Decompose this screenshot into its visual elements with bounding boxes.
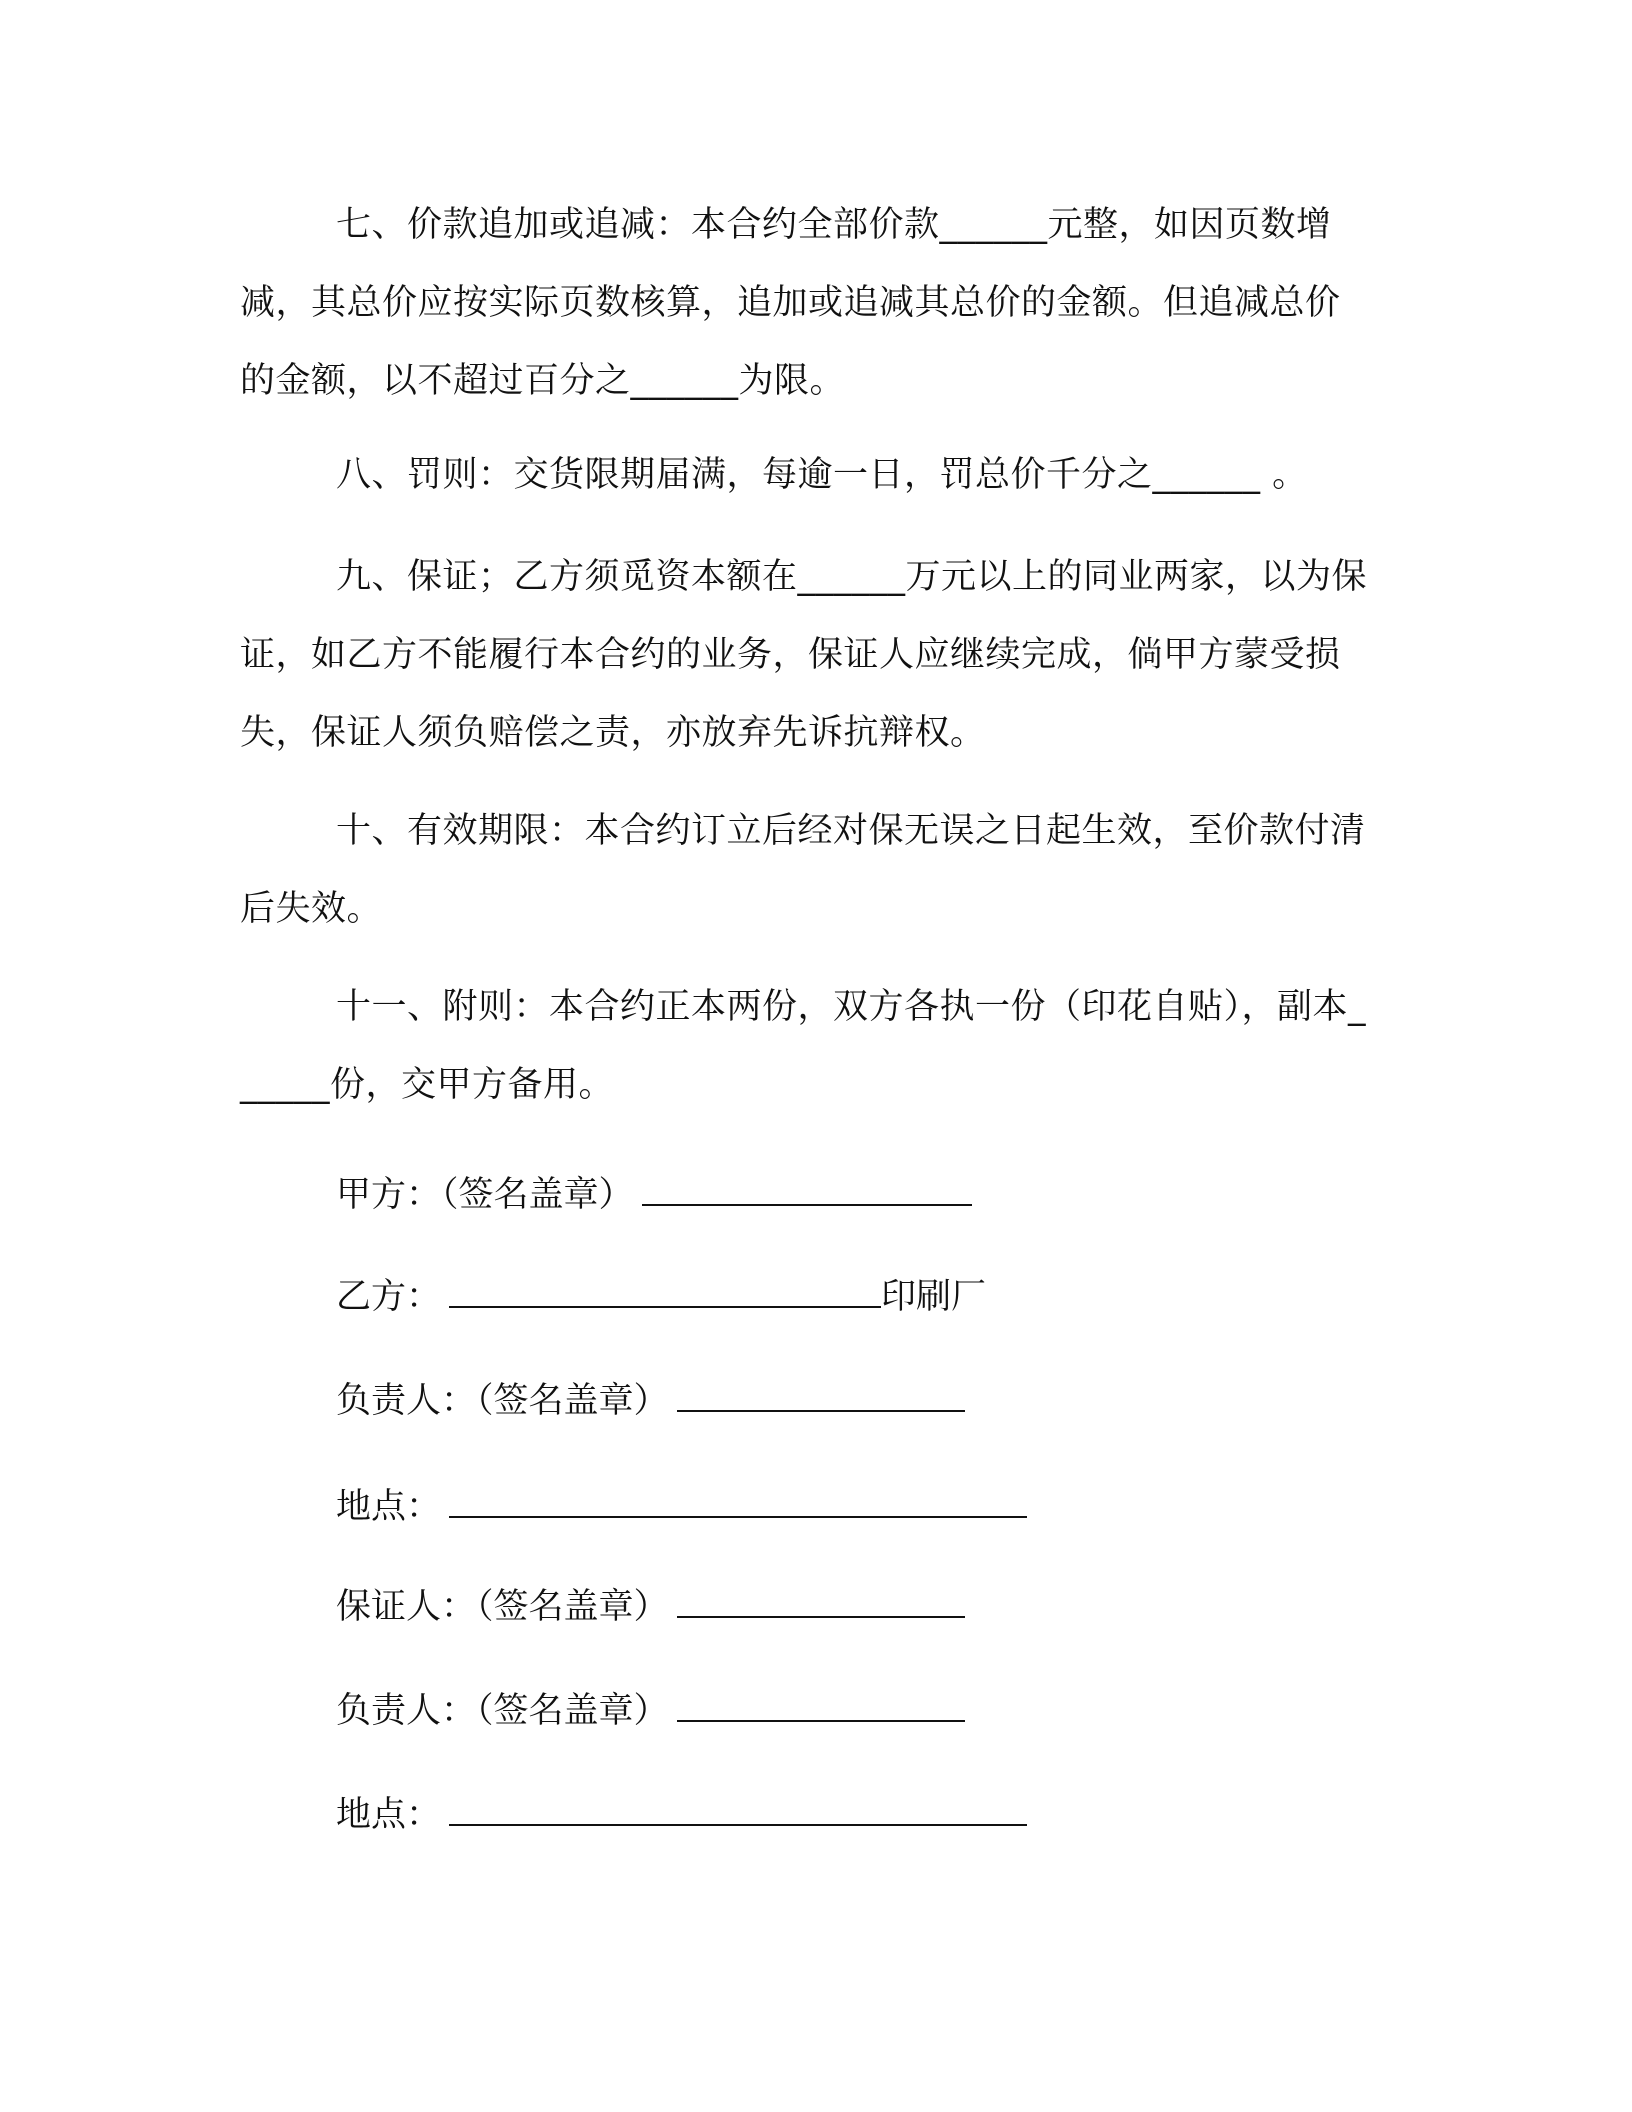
guarantor-rep-line — [677, 1684, 965, 1722]
clause-seven: 七、价款追加或追减：本合约全部价款______元整，如因页数增减，其总价应按实际页数核算，追加或追减其总价的金额。但追减总价的金额，以不超过百分之______为限。 — [240, 205, 1341, 401]
party-b-location-line — [449, 1480, 1027, 1518]
clause-nine: 九、保证；乙方须觅资本额在______万元以上的同业两家，以为保证，如乙方不能履行本合约的业务，保证人应继续完成，倘甲方蒙受损失，保证人须负赔偿之责，亦放弃先诉抗辩权。 — [240, 557, 1368, 753]
party-b-representative — [336, 1374, 965, 1426]
party-b-location — [336, 1480, 1027, 1532]
guarantor-representative — [336, 1684, 965, 1736]
party-b-rep-label: 负责人：（签名盖章） — [336, 1381, 669, 1421]
clause-ten: 十、有效期限：本合约订立后经对保无误之日起生效，至价款付清后失效。 — [240, 811, 1366, 929]
guarantor-line — [677, 1580, 965, 1618]
party-b-name — [336, 1270, 986, 1322]
clause-eleven: 十一、附则：本合约正本两份，双方各执一份（印花自贴），副本______份，交甲方备用。 — [240, 987, 1367, 1105]
party-a-label: 甲方：（签名盖章） — [336, 1175, 634, 1215]
party-b-name-line — [449, 1270, 881, 1308]
guarantor-signature — [336, 1580, 965, 1632]
party-b-label: 乙方： — [336, 1277, 442, 1317]
party-b-suffix: 印刷厂 — [881, 1277, 987, 1317]
guarantor-location — [336, 1788, 1027, 1840]
guarantor-location-label: 地点： — [336, 1795, 442, 1835]
party-a-signature — [336, 1168, 972, 1220]
guarantor-rep-label: 负责人：（签名盖章） — [336, 1691, 669, 1731]
clause-eight: 八、罚则：交货限期届满，每逾一日，罚总价千分之______ 。 — [336, 455, 1308, 495]
guarantor-label: 保证人：（签名盖章） — [336, 1587, 669, 1627]
party-a-signature-line — [642, 1168, 972, 1206]
party-b-rep-line — [677, 1374, 965, 1412]
guarantor-location-line — [449, 1788, 1027, 1826]
party-b-location-label: 地点： — [336, 1487, 442, 1527]
